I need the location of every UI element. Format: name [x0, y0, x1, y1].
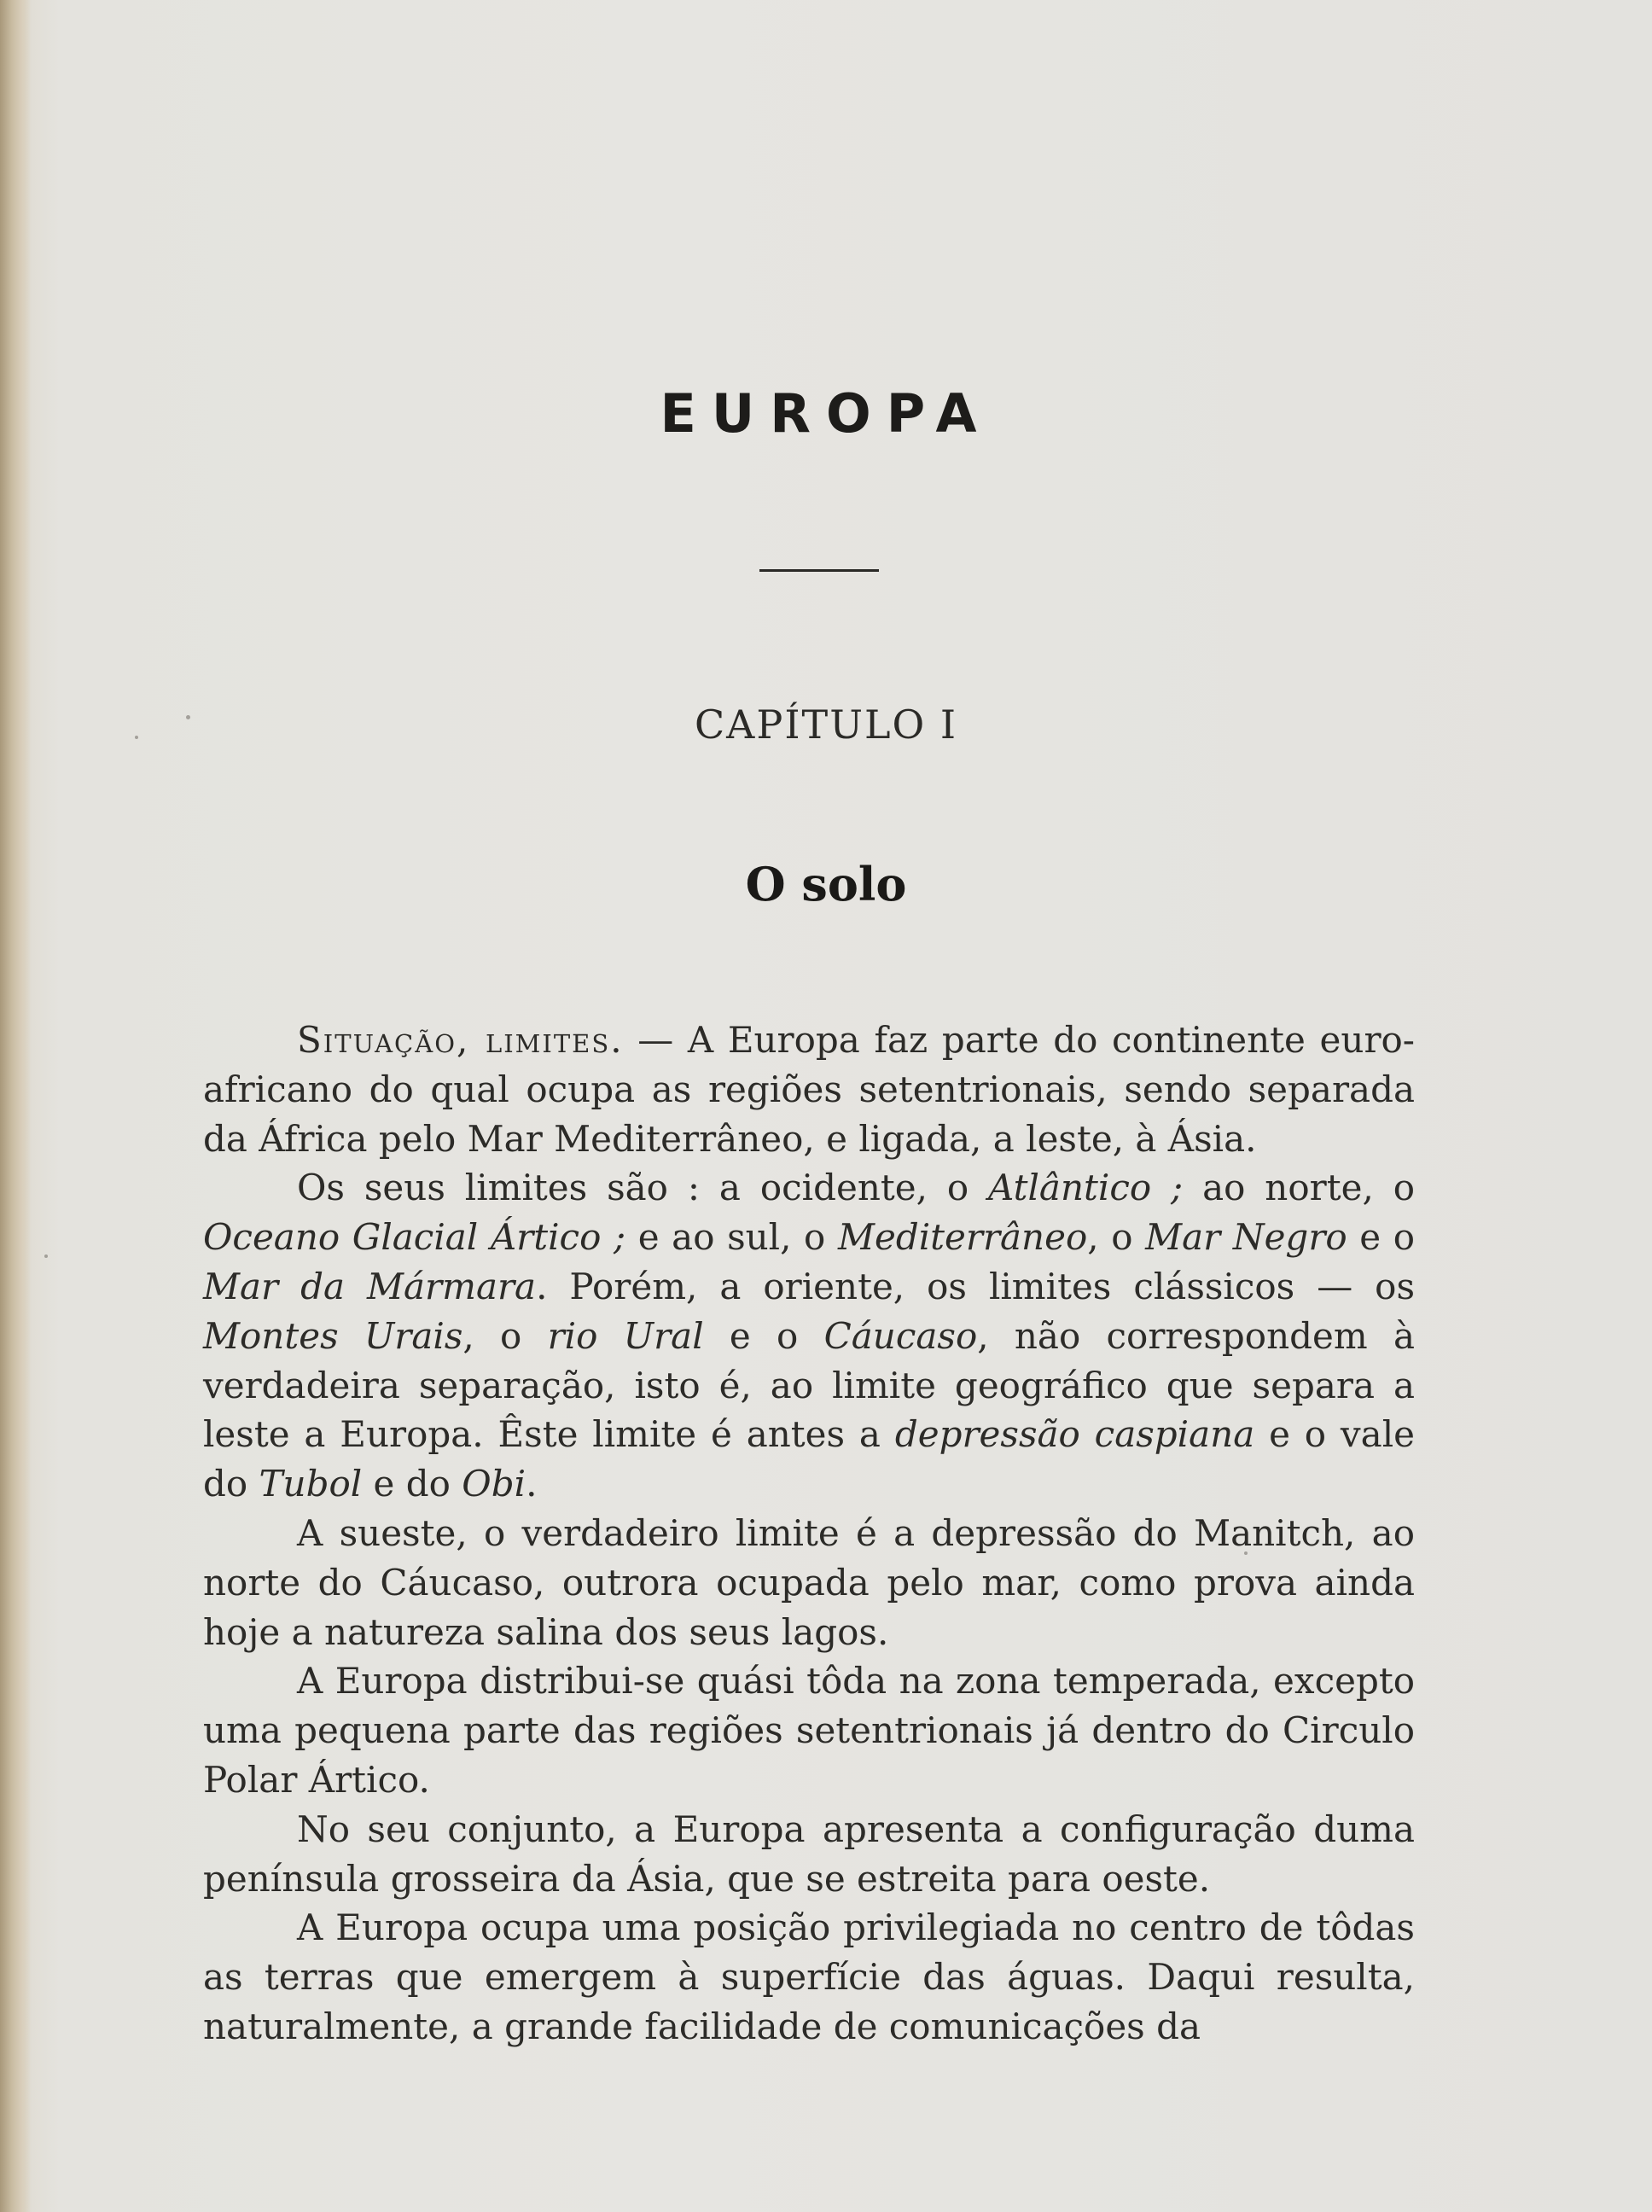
- italic-term: rio Ural: [547, 1314, 704, 1357]
- italic-term: Montes Urais: [203, 1314, 463, 1357]
- paper-speck: [44, 1254, 48, 1258]
- paragraph-limites: [203, 1163, 1415, 1509]
- paragraph-zona-temperada: A Europa distribui-se quási tôda na zona temperada, excepto uma pequena parte das regiões setentrionais já dentro do Circulo Polar Ártico.: [203, 1660, 1415, 1801]
- text-run: , o: [462, 1314, 548, 1357]
- italic-term: Oceano Glacial Ártico ;: [203, 1216, 626, 1259]
- text-run: e o: [703, 1314, 824, 1357]
- italic-term: Obi: [462, 1463, 526, 1505]
- text-run: e o: [1347, 1216, 1416, 1259]
- paragraph-text: — A Europa faz parte do continente euro-africano do qual ocupa as regiões setentrionais, sendo separada da África pelo Mar Mediterrâneo, e ligada, a leste, à Ásia.: [203, 1019, 1415, 1160]
- book-spine-edge: [0, 0, 31, 2212]
- italic-term: Mar Negro: [1145, 1216, 1347, 1259]
- italic-term: Tubol: [259, 1463, 363, 1505]
- paragraph-sueste: A sueste, o verdadeiro limite é a depressão do Manitch, ao norte do Cáucaso, outrora ocupada pelo mar, como prova ainda hoje a natureza salina dos seus lagos.: [203, 1511, 1415, 1653]
- section-title: O solo: [745, 857, 907, 911]
- text-run: ao norte, o: [1183, 1167, 1415, 1209]
- paragraph-situacao: [203, 1016, 1415, 1163]
- part-heading: EUROPA: [660, 382, 992, 445]
- italic-term: Atlântico ;: [988, 1167, 1184, 1209]
- text-run: e do: [362, 1463, 462, 1505]
- text-run: e ao sul, o: [625, 1216, 838, 1259]
- italic-term: Mediterrâneo: [837, 1216, 1088, 1259]
- heading-divider: [759, 569, 879, 572]
- paragraph-posicao: A Europa ocupa uma posição privilegiada no centro de tôdas as terras que emergem à superfície das águas. Daqui resulta, naturalmente, a grande facilidade de comunicações da: [203, 1906, 1415, 2047]
- text-run: .: [526, 1463, 538, 1505]
- italic-term: Cáucaso: [823, 1314, 978, 1357]
- italic-term: depressão caspiana: [894, 1413, 1255, 1456]
- text-run: , não correspondem à verdadeira separação, isto é, ao limite geográfico que separa a leste a Europa. Êste limite é antes a: [203, 1314, 1416, 1456]
- paragraph-configuracao: No seu conjunto, a Europa apresenta a configuração duma península grosseira da Ásia, que se estreita para oeste.: [203, 1807, 1415, 1900]
- body-text: [203, 1016, 1415, 2052]
- paragraph-lead: Situação, limites.: [297, 1019, 624, 1061]
- chapter-heading: CAPÍTULO I: [694, 701, 958, 748]
- text-run: , o: [1087, 1216, 1146, 1259]
- text-run: . Porém, a oriente, os limites clássicos — os: [536, 1265, 1416, 1307]
- text-run: e o vale do: [203, 1413, 1415, 1505]
- italic-term: Mar da Mármara: [203, 1265, 537, 1307]
- text-run: Os seus limites são : a ocidente, o: [297, 1167, 989, 1209]
